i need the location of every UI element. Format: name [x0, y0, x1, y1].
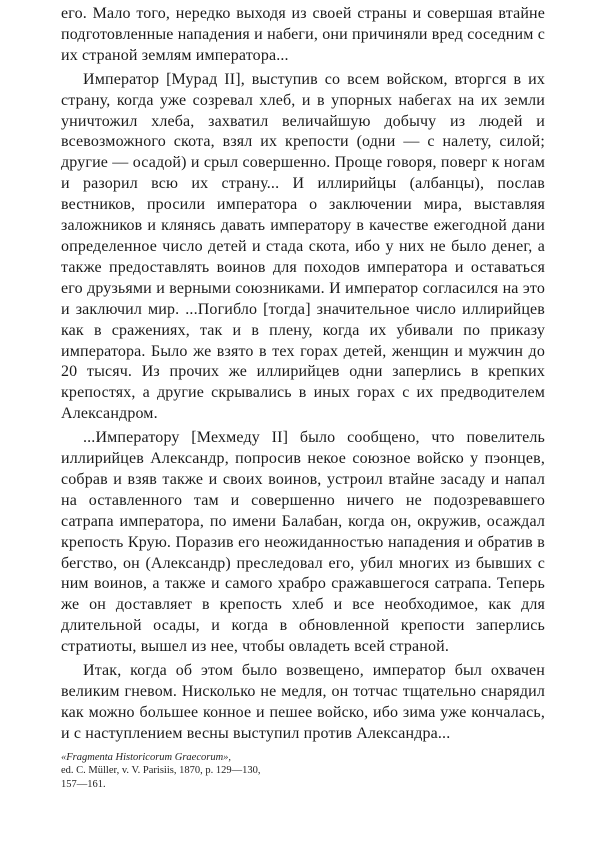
paragraph-1: его. Мало того, нередко выходя из своей страны и совершая втайне подготовленные нападения и набеги, они причиняли вред соседним с их страной землям императора... [61, 5, 545, 64]
paragraph-3: ...Императору [Мехмеду II] было сообщено, что повелитель иллирийцев Александр, попросив некое союзное войско у пэонцев, собрав и взяв также и своих воинов, устроил втайне засаду и напал на оставленного там и совершенно ничего не подозревавшего сатрапа императора, по имени Балабан, когда он, окружив, осаждал крепость Крую. Поразив его неожиданностью нападения и обратив в бегство, он (Александр) преследовал его, убил многих из бывших с ним воинов, а также и самого храбро сражавшегося сатрапа. Теперь же он доставляет в крепость хлеб и все необходимое, как для длительной осады, и когда в обновленной крепости заперлись стратиоты, вышел из нее, чтобы овладеть всей страной. [61, 429, 545, 656]
source-citation [61, 751, 545, 792]
document-page [61, 4, 545, 791]
paragraph-2: Император [Мурад II], выступив со всем войском, вторгся в их страну, когда уже созревал хлеб, и в упорных набегах на их земли уничтожил хлеба, захватил величайшую добычу из людей и всевозможного скота, взял их крепости (одни — с налету, силой; другие — осадой) и срыл совершенно. Проще говоря, поверг к ногам и разорил всю их страну... И иллирийцы (албанцы), послав вестников, просили императора о заключении мира, выставляя заложников и клянясь давать императору в качестве ежегодной дани определенное число детей и стада скота, ибо у них не было денег, а также предоставлять воинов для походов императора и оставаться его друзьями и верными союзниками. И император согласился на это и заключил мир. ...Погибло [тогда] значительное число иллирийцев как в сражениях, так и в плену, когда их убивали по приказу императора. Было же взято в тех горах детей, женщин и мужчин до 20 тысяч. Из прочих же иллирийцев одни заперлись в крепких крепостях, а другие скрывались в иных горах с их предводителем Александром. [61, 70, 545, 423]
source-title: «Fragmenta Historicorum Graecorum», [61, 751, 232, 763]
source-edition: ed. C. Müller, v. V. Parisiis, 1870, p. 129—130, [61, 765, 261, 777]
paragraph-4: Итак, когда об этом было возвещено, император был охвачен великим гневом. Нисколько не медля, он тотчас тщательно снарядил как можно большее конное и пешее войско, ибо зима уже кончалась, и с наступлением весны выступил против Александра... [61, 662, 545, 742]
source-pages: 157—161. [61, 778, 106, 790]
